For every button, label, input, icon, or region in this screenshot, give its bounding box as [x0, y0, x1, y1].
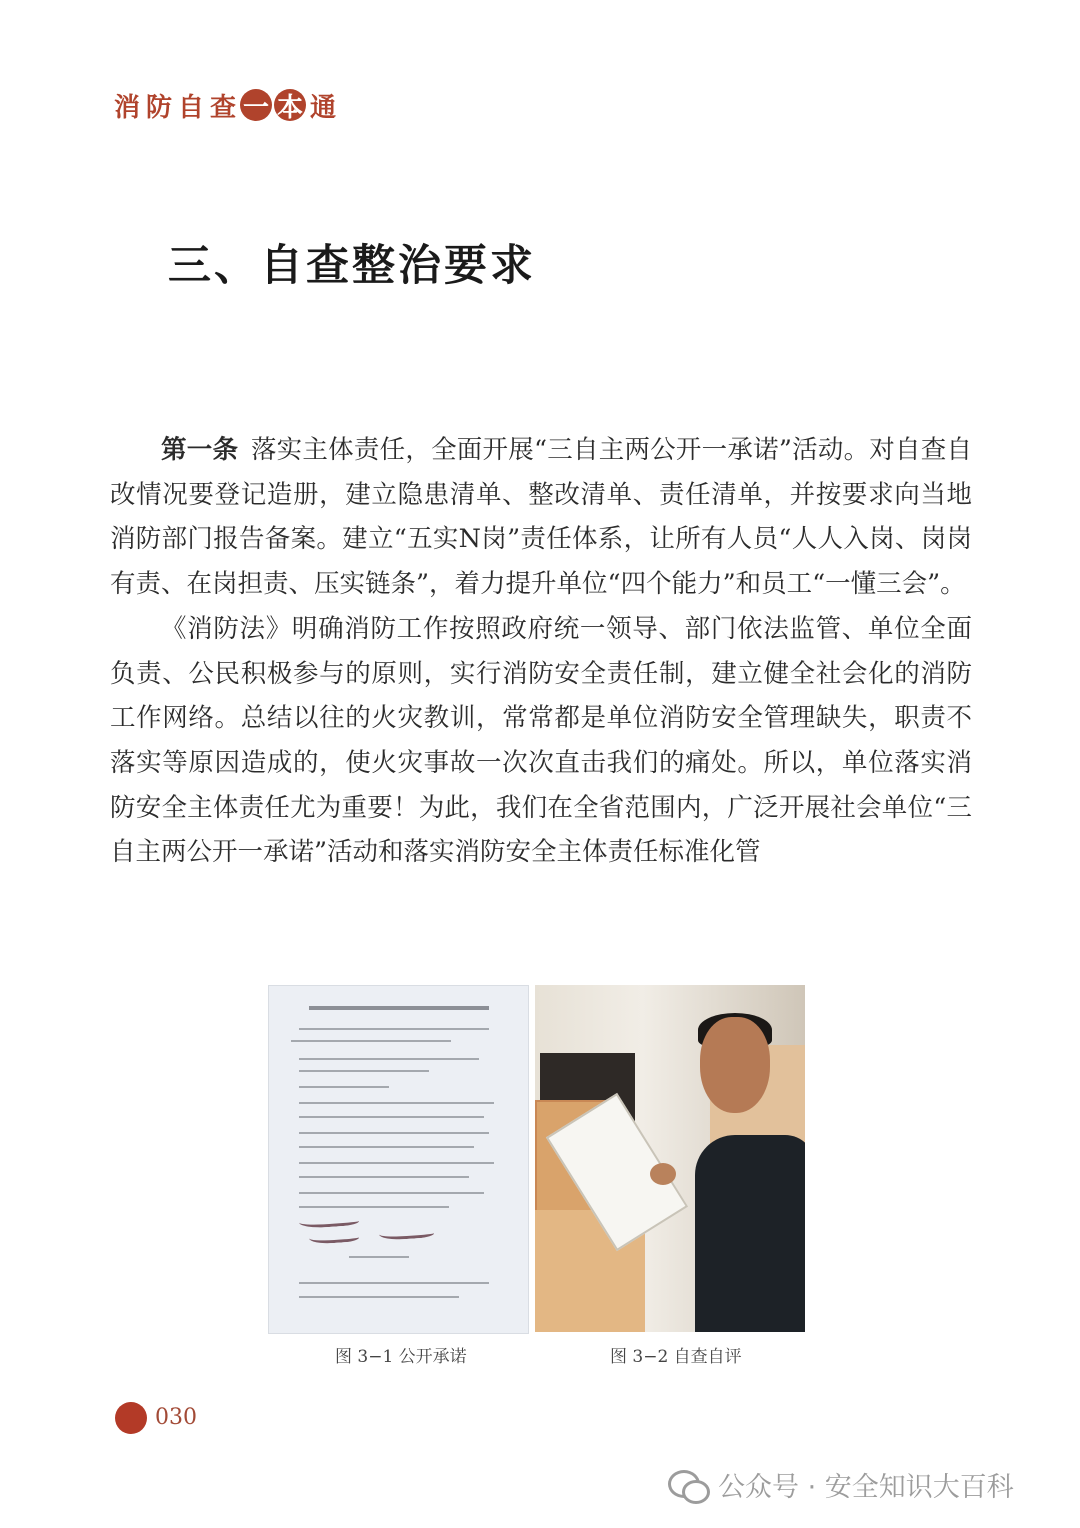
page-number-dot — [115, 1402, 147, 1434]
logo-char-circled: 本 — [274, 89, 306, 121]
photo-person-head — [700, 1017, 770, 1113]
document-line — [299, 1162, 494, 1164]
document-line — [291, 1040, 451, 1042]
document-line — [299, 1058, 479, 1060]
document-line — [299, 1028, 489, 1030]
photo-person-hand — [650, 1163, 676, 1185]
document-line — [349, 1256, 409, 1258]
document-line — [299, 1282, 489, 1284]
document-line — [299, 1086, 389, 1088]
document-line — [299, 1132, 489, 1134]
signature-mark — [299, 1212, 360, 1229]
figure-public-commitment-photo — [268, 985, 529, 1334]
logo-char: 自 — [177, 92, 204, 123]
paragraph-article-one — [110, 428, 972, 607]
document-line — [299, 1296, 459, 1298]
document-line — [299, 1192, 484, 1194]
figure-caption: 图 3−1 公开承诺 — [335, 1347, 467, 1367]
page-number: 030 — [155, 1405, 197, 1430]
section-title: 三、自查整治要求 — [168, 241, 536, 291]
logo-char: 消 — [113, 92, 140, 123]
logo-char: 防 — [145, 92, 172, 123]
signature-mark — [309, 1228, 360, 1244]
paragraph-text: 《消防法》明确消防工作按照政府统一领导、部门依法监管、单位全面负责、公民积极参与的原则，实行消防安全责任制，建立健全社会化的消防工作网络。总结以往的火灾教训，常常都是单位消防安全管理缺失，职责不落实等原因造成的，使火灾事故一次次直击我们的痛处。所以，单位落实消防安全主体责任尤为重要！为此，我们在全省范围内，广泛开展社会单位“三自主两公开一承诺”活动和落实消防安全主体责任标准化管 — [110, 613, 972, 868]
document-line — [299, 1206, 449, 1208]
logo-char-circled: 一 — [240, 89, 272, 121]
logo-char: 通 — [309, 92, 336, 123]
logo-char: 查 — [209, 92, 236, 123]
figure-self-inspection-photo — [535, 985, 805, 1332]
book-series-logo — [112, 88, 338, 122]
wechat-icon — [668, 1468, 708, 1502]
document-line — [299, 1070, 429, 1072]
document-line — [299, 1176, 469, 1178]
photo-person-jacket — [695, 1135, 805, 1332]
paragraph-fire-law — [110, 607, 972, 875]
body-text — [110, 428, 972, 875]
watermark-text: 公众号 · 安全知识大百科 — [718, 1472, 1014, 1503]
signature-mark — [379, 1224, 435, 1241]
paragraph-text: 落实主体责任，全面开展“三自主两公开一承诺”活动。对自查自改情况要登记造册，建立隐患清单、整改清单、责任清单，并按要求向当地消防部门报告备案。建立“五实N岗”责任体系，让所有人员“人人入岗、岗岗有责、在岗担责、压实链条”，着力提升单位“四个能力”和员工“一懂三会”。 — [110, 435, 972, 600]
watermark — [668, 1465, 1014, 1504]
document-line — [299, 1116, 484, 1118]
document-line — [299, 1146, 474, 1148]
figure-caption: 图 3−2 自查自评 — [610, 1347, 742, 1367]
document-line — [299, 1102, 494, 1104]
article-number: 第一条 — [161, 435, 239, 465]
document-title-line — [309, 1006, 489, 1010]
